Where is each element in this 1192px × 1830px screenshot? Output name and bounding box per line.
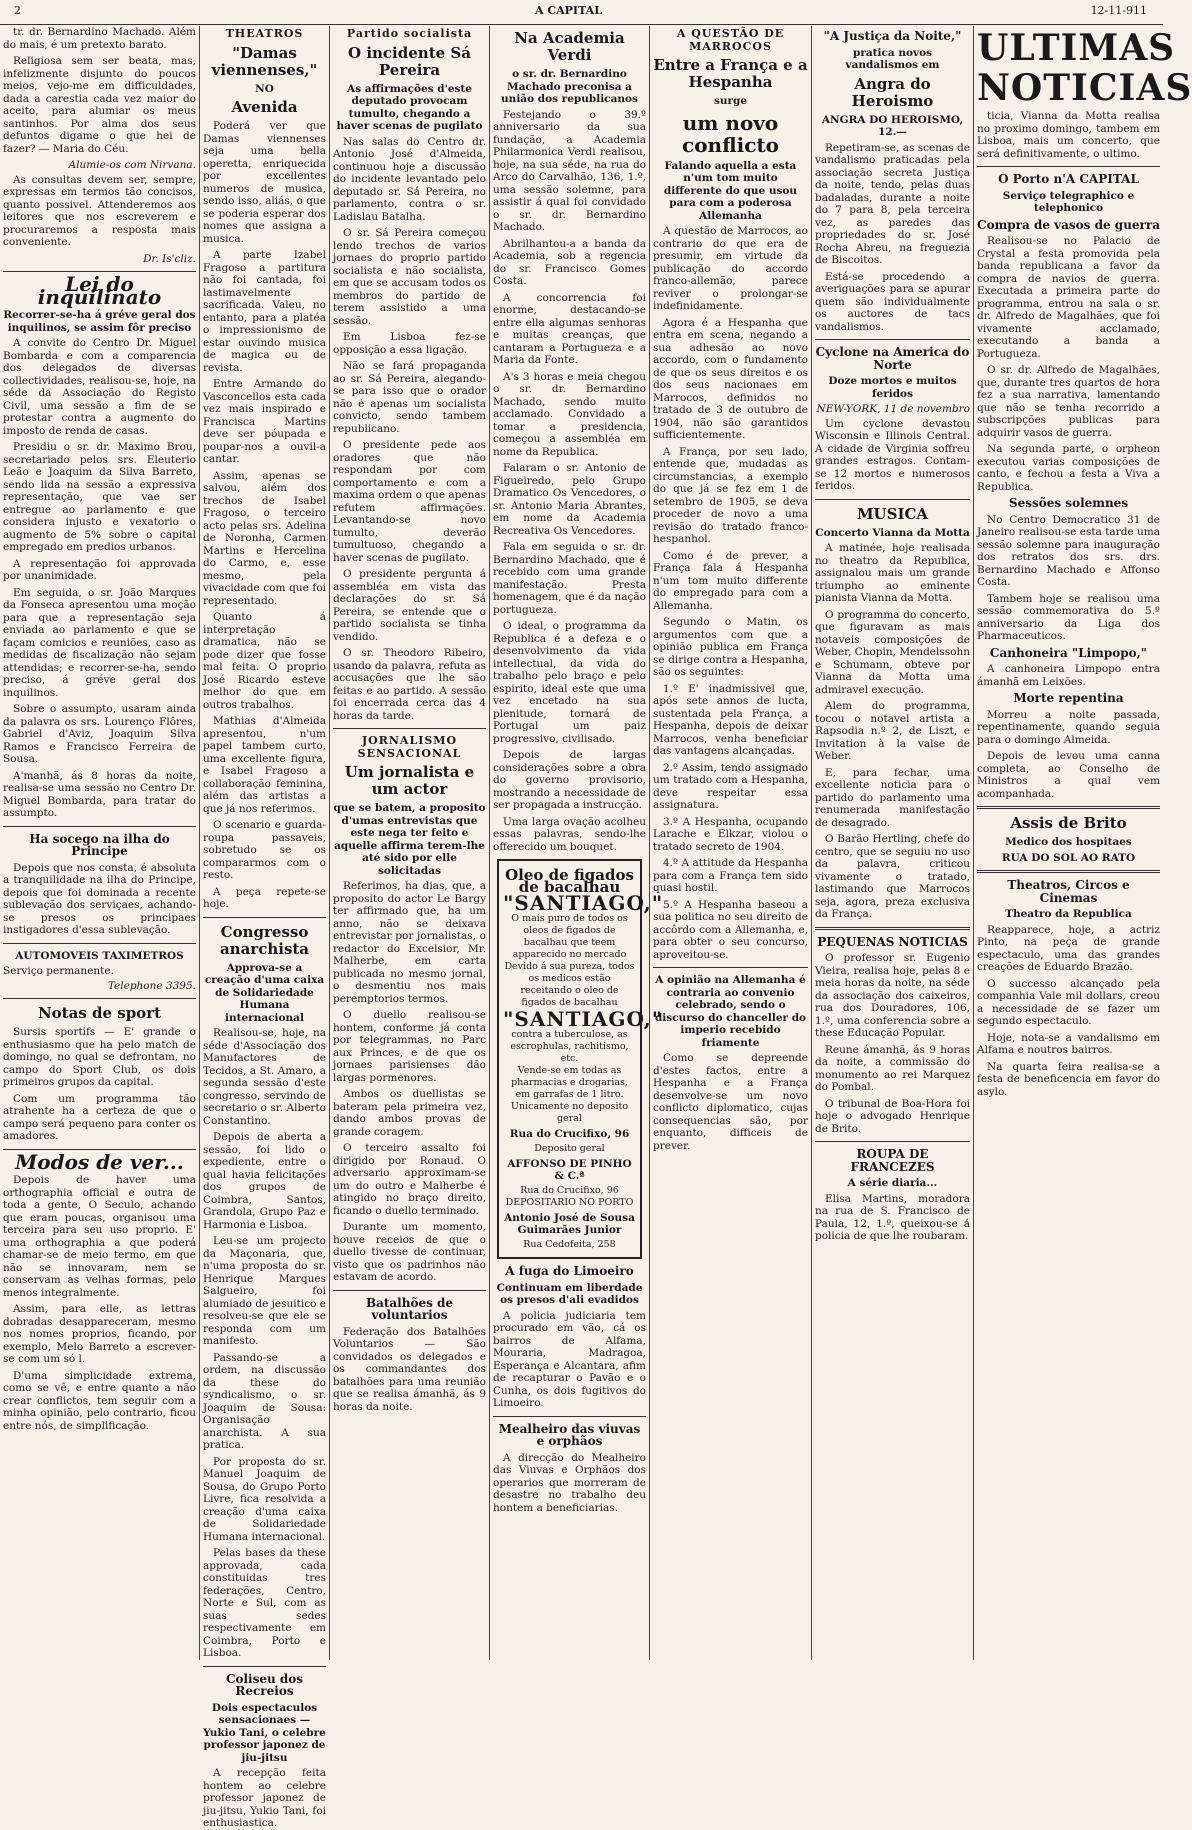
ad-address: Rua Cedofeita, 258 <box>523 1239 616 1250</box>
article-text: Religiosa sem ser beata, mas, infelizmente disjunto do poucos meios, vejo-me em difficuldades, dada a carestia cada vez maior do aceito, para alumiar os meus santinhos. Por alma dos seus defuntos digame o que hei de fazer? — Maria do Céu. <box>3 55 196 155</box>
article-text: A recepção feita hontem ao celebre professor japonez de jiu-jitsu, Yukio Tani, foi enthusiastica. <box>203 1767 326 1829</box>
column-2 <box>200 26 330 1829</box>
article-text: Hoje, nota-se a vandalismo em Alfama e noutros bairros. <box>977 1031 1160 1056</box>
article-text: Fala em seguida o sr. dr. Bernardino Machado, que é recebido com uma grande manifestação. Presta homenagem, que é da nação portugueza. <box>493 541 646 616</box>
column-4 <box>490 26 664 1660</box>
ad-text: Deposito geral <box>534 1143 605 1154</box>
article-text: A canhoneira Limpopo entra ámanhã em Leixões. <box>977 663 1160 688</box>
article-text: Realisou-se no Palacio de Crystal a festa promovida pela banda republicana a favor da compra de navios de guerra. Executada a primeira parte do programma, entrou na sala o sr. dr. Alfredo de Magalhães, que foi vivamente acclamado, executando a banda a Portugueza. <box>977 235 1160 360</box>
subheadline: Falando aquella a esta n'um tom muito differente do que usou para com a poderosa Allemanha <box>663 159 798 222</box>
page-number: 2 <box>14 4 21 17</box>
classified-text: Medico dos hospitaes <box>1005 836 1132 848</box>
article-text: Uma larga ovação acolheu essas palavras, sendo-lhe offerecido um bouquet. <box>493 815 646 853</box>
section-kicker: JORNALISMO SENSACIONAL <box>357 734 462 760</box>
article-text: Leu-se um projecto da Maçonaria, que, n'uma proposta do sr. Henrique Marques Salgueiro, foi alumiado de jesuitico e resolveu-se que ele se responda com um manifesto. <box>203 1235 326 1347</box>
article-text: Alem do programma, tocou o notavel artista a Rapsodia n.º 2, de Liszt, e Invitation à la valse de Weber. <box>815 700 970 762</box>
article-text: Sursis sportifs — E' grande o enthusiasmo que ha pelo match de domingo, no qual se defrontam, no campo do Sport Club, os dois primeiros grupos da capital. <box>3 1026 196 1088</box>
subheadline: Concerto Vianna da Motta <box>815 526 970 539</box>
headline-opiniao: A opinião na Allemanha é contraria ao convenio celebrado, sendo o discurso do chanceller do imperio recebido friamente <box>654 974 807 1049</box>
article-text: O sr. Sá Pereira começou lendo trechos de varios jornaes do proprio partido socialista e não socialista, em que se accusam todos os membros do partido de terem assistido a uma sessão. <box>333 227 486 327</box>
article-text: E, para fechar, uma excellente noticia para o partido do parlamento uma renumerada manifestação de desagrado. <box>815 766 970 829</box>
divider <box>3 943 196 944</box>
article-text: Abrilhantou-a a banda da Academia, sob a regencia do sr. Francisco Gomes Costa. <box>493 237 646 287</box>
ad-title: Oleo de figados de bacalhau <box>505 866 634 896</box>
subheadline: Approva-se a creação d'uma caixa de Solidariedade Humana internacional <box>204 961 325 1024</box>
column-7 <box>974 26 1192 1660</box>
divider <box>977 806 1160 809</box>
article-text: Federação dos Batalhões Voluntarios — São convidados os delegados e os commandantes dos batalhões para uma reunião que se realisa ámanhã, ás 9 horas da noite. <box>333 1325 486 1413</box>
headline-connector: surge <box>713 95 748 107</box>
article-text: Como é de prever, a França fala á Hespanha n'um tom muito differente do empregado para com a Allemanha. <box>653 549 808 612</box>
subheadline: As affirmações d'este deputado provocam tumulto, chegando a haver scenas de pugilato <box>336 82 483 132</box>
page-header <box>0 0 1163 25</box>
article-text: Agora é a Hespanha que entra em scena, negando a sua adhesão ao novo accordo, com o fundamento de que os seus direitos e os dos seus nacionaes em Marrocos, definidos no tratado de 3 de outubro de 1904, não são garantidos sufficientemente. <box>653 316 808 441</box>
article-text: Segundo o Matin, os argumentos com que a opinião publica em França se dirige contra a Hespanha, são os seguintes: <box>653 616 808 678</box>
subheadline: Recorrer-se-ha á gréve geral dos inquilinos, se assim fôr preciso <box>3 309 196 334</box>
subheadline: que se batem, a proposito d'umas entrevistas que este nega ter feito e aquelle affirma terem-lhe até sido por elle solicitadas <box>333 802 486 877</box>
divider <box>815 927 970 930</box>
article-text: A parte Izabel Fragoso a partitura não foi cantada, foi lastimavelmente sacrificada. Valeu, no entanto, para a platéa o impressionismo de estar ouvindo musica de magica ou de revista. <box>203 249 326 374</box>
headline-modos: Modos de ver... <box>15 1149 184 1174</box>
article-text: Entre Armando do Vasconcellos esta cada vez mais inspirado e Francisca Martins deve ser póupada e poupar-nos a ouvil-a cantar. <box>203 378 326 465</box>
article-text: Reune ámanhã, ás 9 horas da noite, a commissão do monumento ao rei Marquez do Pombal. <box>815 1043 970 1093</box>
article-text: Ambos os duellistas se bateram pela primeira vez, dando ambos provas de grande coragem. <box>333 1088 486 1138</box>
divider <box>493 1416 646 1417</box>
article-text: A policia judiciaria tem procurado em vão, cá os bairros de Alfama, Mouraria, Madragoa, Esperança e Alcantara, afim de recapturar o Pavão e o Cunha, os dois fugitivos do Limoeiro. <box>493 1309 646 1409</box>
headline-conflicto: um novo conflicto <box>682 110 779 157</box>
article-text: ticia, Vianna da Motta realisa no proximo domingo, tambem em Lisboa, mais um concerto, que será definitivamente, o ultimo. <box>977 110 1160 160</box>
headline-ultimas-noticias: ULTIMAS NOTICIAS <box>977 27 1192 109</box>
section-kicker: THEATROS <box>225 27 304 40</box>
article-text: Em Lisboa fez-se opposição a essa ligação. <box>333 331 486 356</box>
paper-title: A CAPITAL <box>535 4 602 17</box>
headline-justica: "A Justiça da Noite," <box>823 29 962 43</box>
article-text: Festejando o 39.º anniversario da sua fundação, a Academia Philarmonica Verdi realisou, hoje, na sua séde, na rua do Arco do Carvalhão, 136, 1.º, uma sessão solemne, para assistir á qual foi convidado o sr. dr. Bernardino Machado. <box>493 108 646 233</box>
article-text: O sr. Theodoro Ribeiro, usando da palavra, refuta as accusações que lhe são feitas e ao partido. A sessão foi encerrada cerca das 4 horas da tarde. <box>333 647 486 722</box>
headline-principe: Ha socego na ilha do Principe <box>29 831 170 858</box>
article-text: O programma do concerto, que figuravam as mais notaveis composições de Weber, Chopin, Mendelssohn e Schumann, obteve por Vianna da Motta uma admiravel execução. <box>815 608 970 696</box>
ad-text: DEPOSITARIO NO PORTO <box>505 1197 634 1208</box>
article-text: Um cyclone devastou Wisconsin e Illinois Central. A cidade de Virginia soffreu grandes estragos. Contam-se 12 mortos e numerosos feridos. <box>815 417 970 492</box>
article-text: Reapparece, hoje, a actriz Pinto, na peça de grande espectaculo, uma das grandes creações de Eduardo Brazão. <box>977 923 1160 973</box>
article-text: Mathias d'Almeida apresentou, n'um papel tambem curto, uma excellente figura, e Isabel Fragoso a collaboração feminina, além das artistas a que já nos referimos. <box>203 715 326 815</box>
article-text: Como se depreende d'estes factos, entre a Hespanha e a França desenvolve-se um novo conflicto diplomatico, cujas consequencias são, por enquanto, difficeis de prever. <box>653 1052 808 1152</box>
ad-address: Rua do Crucifixo, 96 <box>520 1185 619 1196</box>
article-text: Com um programma tão atrahente ha a certeza de que o campo será pequeno para conter os amadores. <box>3 1092 196 1142</box>
article-text: Não se fará propaganda ao sr. Sá Pereira, alegando-se para isso que o orador não é apenas um socialista convicto, sendo tambem republicano. <box>333 360 486 435</box>
ad-text: Devido á sua pureza, todos os medicos estão receitando o oleo de figados de bacalhau <box>504 961 635 1008</box>
article-text: O sr. dr. Alfredo de Magalhães, que, durante tres quartos de hora fez a sua narrativa, lamentando que não se tenha recorrido a subscripções publicas para adquirir vasos de guerra. <box>977 364 1160 439</box>
headline-mealheiro: Mealheiro das viuvas e orphãos <box>498 1421 641 1448</box>
article-text: Em seguida, o sr. João Marques da Fonseca apresentou uma moção para que a representação seja enviada ao parlamento e que se façam comicios e reuniões, caso as medidas de fiscalização não sejam attendidas; e recorrer-se-ha, sendo preciso, á gréve geral dos inquilinos. <box>3 586 196 699</box>
headline-coliseu: Coliseu dos Recreios <box>225 1671 304 1698</box>
subheadline: Theatro da Republica <box>1005 908 1132 920</box>
ad-brand: "SANTIAGO," <box>503 891 664 915</box>
divider <box>3 826 196 827</box>
classified-text: Serviço permanente. <box>3 965 114 977</box>
article-text: Depois de aberta a sessão, foi lido o expediente, entre o qual havia felicitações dos grupos de Coimbra, Santos, Grandola, Grupo Paz e Harmonia e Lisboa. <box>203 1131 326 1231</box>
dateline: ANGRA DO HEROISMO, 12.— <box>821 113 964 138</box>
headline-theatros: Theatros, Circos e Cinemas <box>1007 878 1130 905</box>
divider <box>333 1290 486 1291</box>
headline-incidente: O incidente Sá Pereira <box>348 43 471 79</box>
article-text: Repetiram-se, as scenas de vandalismo praticadas pela associação secreta Justiça da noite, tendo, pelas duas badaladas, durante a noite do 7 para 8, pela terceira vez, as paredes das propriedades do sr. José Rocha Abreu, na freguezia de Biscoitos. <box>815 141 970 266</box>
divider <box>333 728 486 729</box>
subheadline: Doze mortos e muitos feridos <box>828 375 957 400</box>
article-text: A convite do Centro Dr. Miguel Bombarda e com a comparencia dos delegados de diversas collectividades, realisou-se, hoje, na séde da Associação do Registo Civil, uma sessão a fim de se protestar contra a augmento do imposto de renda de casas. <box>3 337 196 437</box>
column-3 <box>330 26 490 1660</box>
ad-brand: "SANTIAGO," <box>503 1007 664 1031</box>
headline-verdi: Na Academia Verdi <box>514 29 625 64</box>
article-text: Na quarta feira realisa-se a festa de beneficencia em favor do asylo. <box>977 1060 1160 1098</box>
headline-porto: O Porto n'A CAPITAL <box>998 172 1139 186</box>
article-text: No Centro Democratico 31 de Janeiro realisou-se esta tarde uma sessão solemne para inauguração dos retratos dos srs. drs. Bernardino Machado e Affonso Costa. <box>977 513 1160 588</box>
headline-avenida: Avenida <box>231 98 298 116</box>
column-6 <box>812 26 974 1660</box>
ad-firm: Antonio José de Sousa Guimarães Junior <box>504 1212 635 1236</box>
subheadline: pratica novos vandalismos em <box>845 46 940 71</box>
article-text: O terceiro assalto foi dirigido por Ronaud. O adversario approximam-se um do outro e Malherbe é atingido no braço direito, ficando o duello terminado. <box>333 1142 486 1217</box>
article-text: 4.º A attitude da Hespanha para com a França tem sido quasi hostil. <box>653 857 808 894</box>
article-text: Passando-se a ordem, na discussão da these do syndicalismo, o sr. Joaquim de Sousa: Organisação anarchista. A sua pratica. <box>203 1351 326 1451</box>
article-text: Depois de largas considerações sobre a obra do governo provisorio, mostrando a necessidade de ser propagada a instrucção. <box>493 749 646 811</box>
article-text: Depois de haver uma orthographia official e outra de toda a gente, O Seculo, achando que eram poucas, organisou uma terceira para seu uso proprio. E' uma orthographia a que poderá chamar-se de meio termo, em que não se innovaram, nem se conservam as velhas formas, pelo menos integralmente. <box>3 1174 196 1299</box>
headline-connector: NO <box>255 82 274 95</box>
classified-phone: Telephone 3395. <box>107 979 196 992</box>
divider <box>815 499 970 500</box>
article-text: Morreu a noite passada, repentinamente, quando seguia para o domingo Almeida. <box>977 708 1160 746</box>
headline-roupa: ROUPA DE FRANCEZES <box>850 1147 935 1174</box>
article-text: Assim, apenas se salvou, além dos trechos de Isabel Fragoso, o terceiro acto pelas srs. Adelina de Noronha, Carmen Martins e Hercelina do Carmo, e, esse mesmo, pela vivacidade com que foi representado. <box>203 469 326 607</box>
subheadline: Serviço telegraphico e telephonico <box>1002 189 1135 214</box>
headline-limoeiro: A fuga do Limoeiro <box>505 1264 634 1278</box>
article-text: A'manhã, ás 8 horas da noite, realisa-se uma sessão no Centro Dr. Miguel Bombarda, para tratar do assumpto. <box>3 769 196 819</box>
classified-title: AUTOMOVEIS TAXIMETROS <box>15 949 184 962</box>
article-text: Na segunda parte, o orpheon executou varias composições de canto, e fechou a festa a Viva a Republica. <box>977 443 1160 493</box>
headline-sport: Notas de sport <box>37 1004 162 1022</box>
article-text: Poderá ver que Damas viennenses seja uma bella operetta, enriquecida por excellentes numeros de musica, sendo isso, aliás, o que se poderia esperar dos nomes que assigna a musica. <box>203 120 326 245</box>
article-text: A questão de Marrocos, ao contrario do que era de presumir, em virtude da publicação do accordo franco-allemão, parece reviver o prolongar-se indefinidamente. <box>653 225 808 312</box>
column-5 <box>650 26 812 1660</box>
headline-morte: Morte repentina <box>1013 691 1124 705</box>
signature: Dr. Is'cliz. <box>143 252 196 265</box>
divider <box>203 1666 326 1667</box>
article-text: Pelas bases da these approvada, cada constituidas tres federações, Centro, Norte e Sul, com as suas sedes respectivamente em Coimbra, Porto e Lisboa. <box>203 1547 326 1659</box>
ad-text: O mais puro de todos os oleos de figados de bacalhau que teem apparecido no mercado <box>511 913 628 960</box>
article-text: Referimos, ha dias, que, a proposito do actor Le Bargy ter affirmado que, ha um anno, não se deixava entrevistar por jornalistas, o redactor do Excelsior, Mr. Malherbe, em carta publicada no mesmo jornal, o desmentiu nos mais peremptorios termos. <box>333 880 486 1005</box>
headline-inquilinato: Lei do inquilinato <box>37 272 162 309</box>
headline-entre: Entre a França e a Hespanha <box>653 56 808 91</box>
article-text: O ideal, o programma da Republica é a defeza e o desenvolvimento da vida intellectual, da vida do trabalho pelo braço e pelo espirito, ideal este que uma vez encetado na sua plenitude, tornará de Portugal um paiz progressivo, civilisado. <box>493 620 646 745</box>
headline-vasos: Compra de vasos de guerra <box>977 217 1160 232</box>
headline-assis: Assis de Brito <box>1010 814 1127 832</box>
article-text: As consultas devem ser, sempre, expressas em termos tão concisos, quanto possivel. Attenderemos aos leitores que nos escreverem e procuraremos a resposta mais conveniente. <box>3 173 196 248</box>
article-text: A direcção do Mealheiro das Viuvas e Orphãos dos operarios que morreram de desastre no trabalho deu hontem a beneficiarias. <box>493 1451 646 1514</box>
ad-text: contra a tuberculose, as escrophulas, rachitismo, etc. <box>510 1029 629 1064</box>
subheadline: Dois espectaculos sensacionaes — Yukio Tani, o celebre professor japonez de jiu-jitsu <box>203 1701 326 1764</box>
article-text: Depois que nos consta, é absoluta a tranquilidade na ilha do Principe, depois que foi dominada a recente sublevação dos serviçaes, achando-se presos os principaes instigadores d'essa sublevação. <box>3 861 196 936</box>
subheadline: Continuam em liberdade os presos d'ali evadidos <box>496 1281 643 1306</box>
article-text: A peça repete-se hoje. <box>203 885 326 910</box>
ad-firm: AFFONSO DE PINHO & C.ª <box>507 1158 632 1182</box>
article-text: O presidente pede aos oradores que não respondam por com comportamento e com a maxima ordem o que apenas refutem affirmações. Levantando-se novo tumulto, deverão tumultuoso, chegando a haver scenas de pugilato. <box>333 439 486 564</box>
headline-angra: Angra do Heroismo <box>851 74 934 110</box>
ad-address: Rua do Crucifixo, 96 <box>509 1128 630 1140</box>
issue-date: 12-11-911 <box>1090 4 1147 17</box>
article-text: Está-se procedendo a averiguações para se apurar quem são individualmente os auctores de tacs vandalismos. <box>815 270 970 333</box>
headline-damas: "Damas viennenses," <box>211 43 318 79</box>
headline-jornalista: Um jornalista e um actor <box>344 763 475 798</box>
article-text: O professor sr. Eugenio Vieira, realisa hoje, pelas 8 e meia horas da noite, na séde da associação dos caixeiros, rua dos Douradores, 106, 1.º, uma conferencia sobre a these Educação Popular. <box>815 952 970 1039</box>
subheadline: A série diaria... <box>847 1177 938 1189</box>
headline-cyclone: Cyclone na America do Norte <box>815 345 970 372</box>
article-text: Presidiu o sr. dr. Maximo Brou, secretariado pelos srs. Eleuterio Leão e Joaquim da Silva Barreto, sendo lida na sessão a expressiva representação, que vae ser entregue ao parlamento e que considera injusto e vexatorio o augmento de 5% sobre o capital empregado em predios urbanos. <box>3 441 196 553</box>
article-text: Por proposta do sr. Manuel Joaquim de Sousa, do Grupo Porto Livre, fica resolvida a creação d'uma caixa de Solidariedade Humana internacional. <box>203 1455 326 1543</box>
article-text: 3.º A Hespanha, ocupando Larache e Elkzar, violou o tratado secreto de 1904. <box>653 815 808 853</box>
subheadline: o sr. dr. Bernardino Machado preconisa a união dos republicanos <box>501 68 638 105</box>
article-text: A França, por seu lado, entende que, mudadas as circumstancias, a exemplo do que já se fez em 1 de setembro de 1905, se deva proceder de novo a uma revisão do tratado franco-hespanhol. <box>653 445 808 545</box>
divider <box>3 998 196 999</box>
article-text: Sobre o assumpto, usaram ainda da palavra os srs. Lourenço Flôres, Gabriel d'Aviz, Joaquim Silva Ramos e Francisco Ferreira de Sousa. <box>3 703 196 765</box>
divider <box>203 917 326 918</box>
headline-limpopo: Canhoneira "Limpopo," <box>989 645 1148 660</box>
article-text: A's 3 horas e meia chegou o sr. dr. Bernardino Machado, sendo muito acclamado. Convidado a tomar a presidencia, começou a assembléa em nome da Republica. <box>493 370 646 458</box>
headline-pequenas: PEQUENAS NOTICIAS <box>817 934 968 949</box>
headline-batalhoes: Batalhões de voluntarios <box>365 1295 454 1322</box>
divider <box>977 870 1160 873</box>
article-text: A concorrencia foi enorme, destacando-se entre ella algumas senhoras e muitas creanças, que cantaram a Portugueza e a Maria da Fonte. <box>493 291 646 366</box>
article-text: D'uma simplicidade extrema, como se vê, e entre quanto a não crear conflictos, tem seguir com a minha opinião, pelo contrario, ficou entre nós, de simplificação. <box>3 1369 196 1432</box>
article-text: 5.º A Hespanha baseou a sua politica no seu direito de accôrdo com a Allemanha, e, para obter o seu concurso, aproveitou-se. <box>653 898 808 961</box>
article-text: Falaram o sr. Antonio de Figueiredo, pelo Grupo Dramatico Os Vencedores, o sr. Antonio Maria Abrantes, em nome da Academia Recreativa Os Vencedores. <box>493 462 646 537</box>
article-text: Depois de levou uma canna completa, ao Conselho de Ministros a qual vem acompanhada. <box>977 750 1160 800</box>
headline-musica: MUSICA <box>856 504 929 523</box>
article-text: Assim, para elle, as lettras dobradas desappareceram, mesmo nos nomes proprios, ficando, por exemplo, Melo Barreto a escrever-se com um só l. <box>3 1303 196 1365</box>
article-text: O scenario e guarda-roupa passaveis, sobretudo se os compararmos com o resto. <box>203 819 326 881</box>
answer-text: Alumie-os com Nirvana. <box>68 159 196 171</box>
divider <box>815 339 970 340</box>
ad-text: Vende-se em todas as pharmacias e drogarias, em garrafas de 1 litro. Unicamente no deposito geral <box>510 1065 629 1124</box>
column-1 <box>0 26 200 1660</box>
divider <box>977 166 1160 167</box>
article-text: O duello realisou-se hontem, conforme já conta por telegrammas, no Parc aux Princes, e de que os jornaes parisienses dão largas pormenores. <box>333 1009 486 1084</box>
article-text: 1.º E' inadmissivel que, após sete annos de lucta, sustentada pela França, a Hespanha, depois de deixar Marrocos, venha beneficiar das vantagens alcançadas. <box>653 682 808 757</box>
article-text: O successo alcançado pela companhia Vale mil dollars, creou a necessidade de se fazer um segundo espectaculo. <box>977 977 1160 1027</box>
article-text: 2.º Assim, tendo assignado um tratado com a Hespanha, deve respeitar essa assignatura. <box>653 761 808 811</box>
article-text: Quanto á interpretação dramatica, não se pode dizer que fosse mal feita. O proprio José Ricardo esteve melhor do que em outros trabalhos. <box>203 611 326 711</box>
article-text: Tambem hoje se realisou uma sessão commemorativa do 5.º anniversario da Liga dos Pharmaceuticos. <box>977 592 1160 642</box>
section-kicker: Partido socialista <box>346 27 473 40</box>
article-text: Durante um momento, houve receios de que o duello tivesse de continuar, visto que os padrinhos não estavam de acordo. <box>333 1221 486 1283</box>
headline-congresso: Congresso anarchista <box>219 922 310 958</box>
divider <box>815 1141 970 1142</box>
classified-address: RUA DO SOL AO RATO <box>1001 851 1136 864</box>
article-text: O presidente pergunta á assembléa em vista das declarações do sr. Sá Pereira, se entende que o partido socialista se tinha vendido. <box>333 568 486 643</box>
section-kicker: A QUESTÃO DE MARROCOS <box>676 27 785 53</box>
divider <box>653 967 808 968</box>
dateline: NEW-YORK, 11 de novembro <box>816 403 970 415</box>
article-text: Elisa Martins, moradora na rua de S. Francisco de Paula, 12, 1.º, queixou-se á policia de que lhe roubaram. <box>815 1192 970 1242</box>
article-text: Realisou-se, hoje, na séde d'Associação dos Manufactores de Tecidos, a St. Amaro, a segunda sessão d'este congresso, servindo de secretario o sr. Alberto Constantino. <box>203 1027 326 1127</box>
article-text: O tribunal de Boa-Hora foi hoje o advogado Henrique de Brito. <box>815 1097 970 1135</box>
article-text: A matinée, hoje realisada no theatro da Republica, assignalou mais um grande triumpho ao eminente pianista Vianna da Motta. <box>815 542 970 604</box>
headline-sessoes: Sessões solemnes <box>1008 496 1129 510</box>
advertisement-santiago <box>497 859 664 1259</box>
article-text: Nas salas do Centro dr. Antonio José d'Almeida, continuou hoje a discussão do incidente levantado pelo deputado sr. Sá Pereira, no parlamento, contra o sr. Ladislau Batalha. <box>333 135 486 223</box>
article-text: tr. dr. Bernardino Machado. Além do mais, é um pretexto barato. <box>3 26 196 51</box>
article-text: O Barão Hertling, chefe do centro, que se seguiu no uso da palavra, criticou vivamente o tratado, lastimando que Marrocos seja, agora, preza exclusiva da França. <box>815 833 970 920</box>
article-text: A representação foi approvada por unanimidade. <box>3 557 196 582</box>
